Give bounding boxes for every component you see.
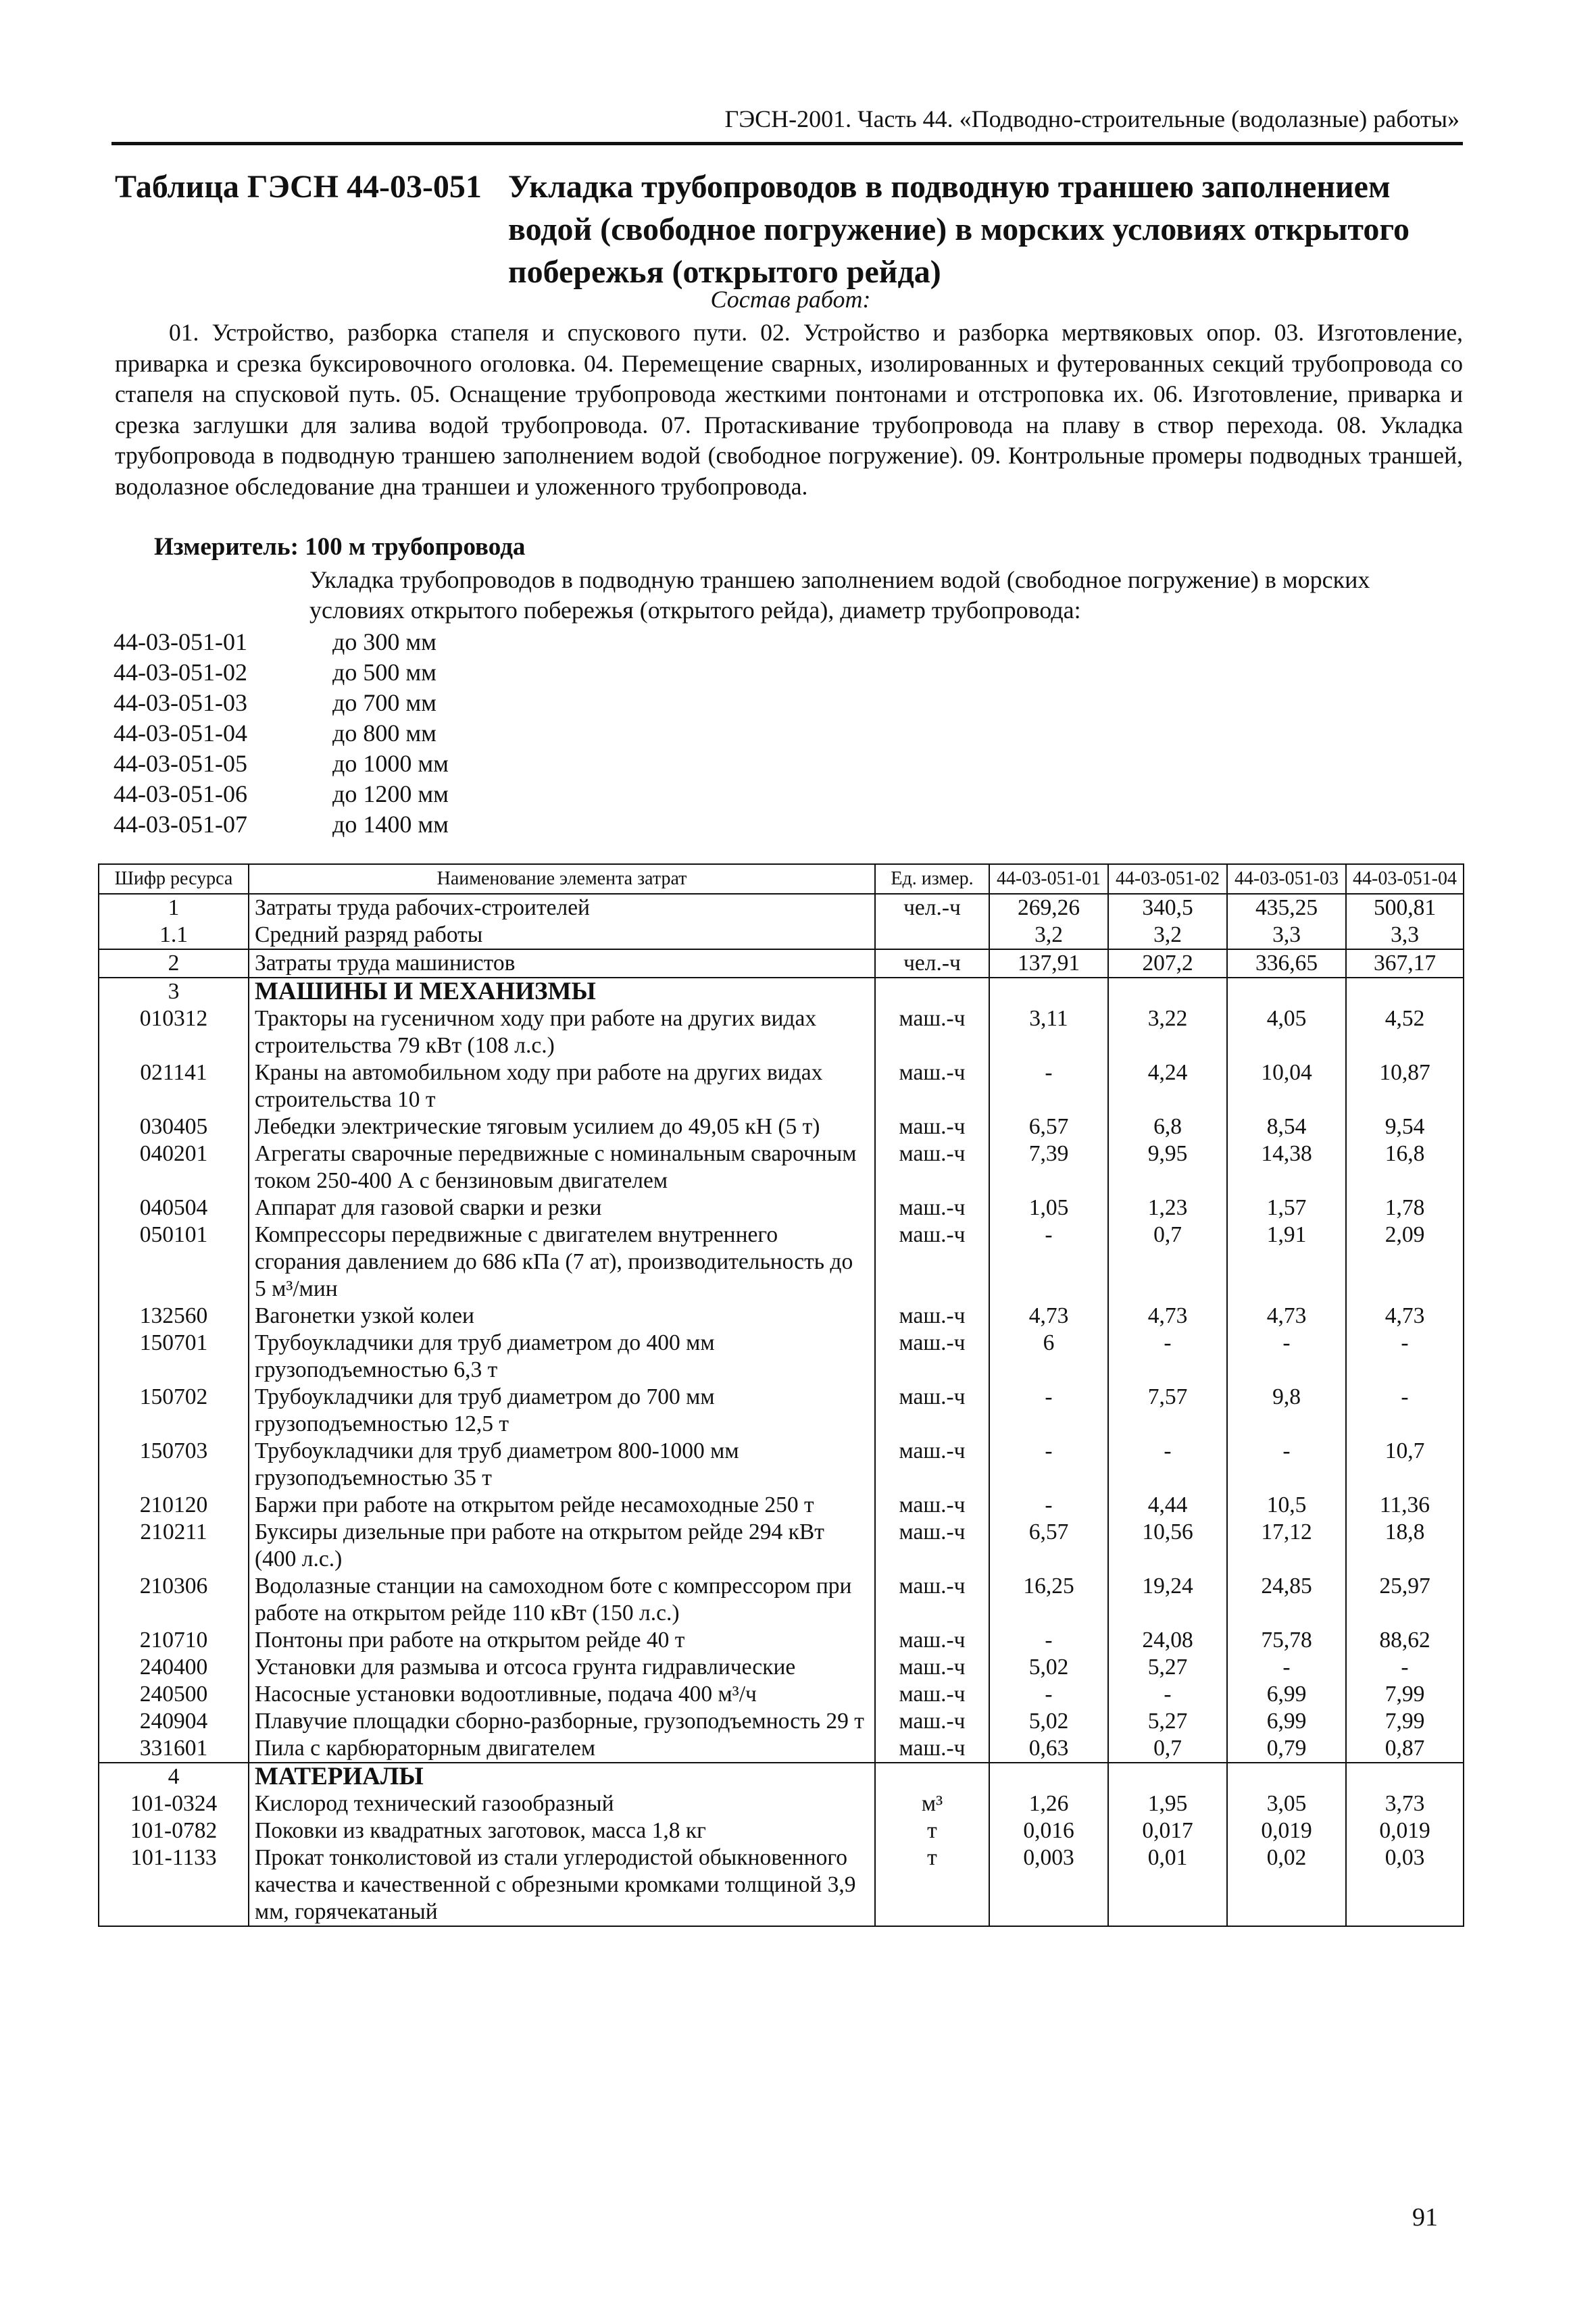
cell-name: Поковки из квадратных заготовок, масса 1,8 кг: [249, 1817, 875, 1844]
cell-code: 150701: [99, 1330, 249, 1384]
cell-unit: маш.-ч: [875, 1654, 989, 1681]
cell-v2: 7,57: [1108, 1384, 1227, 1438]
cell-name: Буксиры дизельные при работе на открытом рейде 294 кВт (400 л.с.): [249, 1519, 875, 1573]
cell-v1: 16,25: [989, 1573, 1108, 1627]
cell-code: 101-0324: [99, 1790, 249, 1817]
cell-v4: 3,3: [1346, 922, 1464, 949]
cell-unit: маш.-ч: [875, 1113, 989, 1140]
cell-code: 210710: [99, 1627, 249, 1654]
variant-diameter: до 700 мм: [332, 689, 437, 716]
variant-diameter: до 800 мм: [332, 720, 437, 747]
variant-item: [114, 688, 449, 718]
variant-item: [114, 627, 449, 657]
cell-v4: 18,8: [1346, 1519, 1464, 1573]
cell-v3: -: [1227, 1654, 1346, 1681]
cell-v2: 6,8: [1108, 1113, 1227, 1140]
cell-v4: 2,09: [1346, 1222, 1464, 1303]
cell-v3: -: [1227, 1438, 1346, 1492]
cell-v4: 3,73: [1346, 1790, 1464, 1817]
cell-v2: 5,27: [1108, 1708, 1227, 1735]
table-row: [99, 1140, 1464, 1194]
cell-v1: 0,63: [989, 1735, 1108, 1763]
cell-name: Прокат тонколистовой из стали углеродистой обыкновенного качества и качественной с обрезными кромками толщиной 3,9 мм, горячекатаный: [249, 1844, 875, 1926]
table-row: [99, 1763, 1464, 1790]
cell-v4: 10,7: [1346, 1438, 1464, 1492]
cell-v1: -: [989, 1059, 1108, 1113]
cell-v2: 0,7: [1108, 1222, 1227, 1303]
cell-unit: маш.-ч: [875, 1222, 989, 1303]
table-row: [99, 949, 1464, 978]
cell-v2: 24,08: [1108, 1627, 1227, 1654]
cell-code: 101-0782: [99, 1817, 249, 1844]
table-row: [99, 1059, 1464, 1113]
header-name: Наименование элемента затрат: [249, 864, 875, 894]
cell-v2: 0,01: [1108, 1844, 1227, 1926]
cell-code: 050101: [99, 1222, 249, 1303]
variant-item: [114, 657, 449, 688]
cell-code: 040201: [99, 1140, 249, 1194]
table-row: [99, 1005, 1464, 1059]
cell-v3: 435,25: [1227, 894, 1346, 922]
cell-v2: -: [1108, 1330, 1227, 1384]
running-header: ГЭСН-2001. Часть 44. «Подводно-строительные (водолазные) работы»: [724, 105, 1460, 132]
page-number: 91: [1412, 2203, 1438, 2232]
cell-v2: 3,22: [1108, 1005, 1227, 1059]
table-header-row: [99, 864, 1464, 894]
table-row: [99, 1844, 1464, 1926]
cell-v1: -: [989, 1681, 1108, 1708]
cell-v1: 1,05: [989, 1194, 1108, 1222]
cell-unit: чел.-ч: [875, 894, 989, 922]
cell-code: 210306: [99, 1573, 249, 1627]
cell-v2: 4,24: [1108, 1059, 1227, 1113]
cell-unit: маш.-ч: [875, 1384, 989, 1438]
cell-name: Краны на автомобильном ходу при работе на других видах строительства 10 т: [249, 1059, 875, 1113]
table-row: [99, 1492, 1464, 1519]
cell-v3: [1227, 978, 1346, 1005]
cell-v4: -: [1346, 1330, 1464, 1384]
cell-v3: 336,65: [1227, 949, 1346, 978]
table-row: [99, 978, 1464, 1005]
table-row: [99, 1519, 1464, 1573]
cell-code: 240904: [99, 1708, 249, 1735]
cell-unit: маш.-ч: [875, 1573, 989, 1627]
cell-v1: [989, 978, 1108, 1005]
cell-v2: 207,2: [1108, 949, 1227, 978]
cell-name: Агрегаты сварочные передвижные с номинальным сварочным током 250-400 А с бензиновым двигателем: [249, 1140, 875, 1194]
cell-unit: чел.-ч: [875, 949, 989, 978]
cell-v3: 4,05: [1227, 1005, 1346, 1059]
cell-unit: маш.-ч: [875, 1708, 989, 1735]
cell-v4: 367,17: [1346, 949, 1464, 978]
cell-v1: 1,26: [989, 1790, 1108, 1817]
cell-name: Пила с карбюраторным двигателем: [249, 1735, 875, 1763]
header-variant-3: 44-03-051-03: [1227, 864, 1346, 894]
cell-v4: 16,8: [1346, 1140, 1464, 1194]
cell-unit: маш.-ч: [875, 1194, 989, 1222]
cell-name: Трубоукладчики для труб диаметром до 400 мм грузоподъемностью 6,3 т: [249, 1330, 875, 1384]
cell-v1: 0,003: [989, 1844, 1108, 1926]
cell-v3: 10,5: [1227, 1492, 1346, 1519]
variant-item: [114, 718, 449, 749]
header-unit: Ед. измер.: [875, 864, 989, 894]
table-row: [99, 1681, 1464, 1708]
cell-unit: маш.-ч: [875, 1330, 989, 1384]
cell-unit: маш.-ч: [875, 1140, 989, 1194]
cell-code: 150702: [99, 1384, 249, 1438]
cell-unit: м³: [875, 1790, 989, 1817]
cell-v4: [1346, 978, 1464, 1005]
cell-v3: 10,04: [1227, 1059, 1346, 1113]
cell-v2: 19,24: [1108, 1573, 1227, 1627]
cell-v4: 0,87: [1346, 1735, 1464, 1763]
cell-v2: 9,95: [1108, 1140, 1227, 1194]
cell-v4: 9,54: [1346, 1113, 1464, 1140]
cell-code: 331601: [99, 1735, 249, 1763]
cell-name: Установки для размыва и отсоса грунта гидравлические: [249, 1654, 875, 1681]
cell-name: Насосные установки водоотливные, подача 400 м³/ч: [249, 1681, 875, 1708]
cell-v1: 0,016: [989, 1817, 1108, 1844]
table-row: [99, 1817, 1464, 1844]
cell-v4: 7,99: [1346, 1681, 1464, 1708]
cell-v1: 3,2: [989, 922, 1108, 949]
cell-v2: 1,23: [1108, 1194, 1227, 1222]
cell-unit: маш.-ч: [875, 1492, 989, 1519]
cell-unit: маш.-ч: [875, 1735, 989, 1763]
cell-v3: 0,019: [1227, 1817, 1346, 1844]
header-rule: [111, 142, 1463, 145]
cell-code: 021141: [99, 1059, 249, 1113]
cell-v1: -: [989, 1222, 1108, 1303]
cell-v2: -: [1108, 1438, 1227, 1492]
cell-v3: 6,99: [1227, 1708, 1346, 1735]
cell-v4: 4,73: [1346, 1303, 1464, 1330]
table-body: [99, 894, 1464, 1926]
cell-v4: 25,97: [1346, 1573, 1464, 1627]
composition-text: 01. Устройство, разборка стапеля и спускового пути. 02. Устройство и разборка мертвяковых опор. 03. Изготовление, приварка и срезка буксировочного оголовка. 04. Перемещение сварных, изолированных и футерованных секций трубопровода со стапеля на спусковой путь. 05. Оснащение трубопровода жесткими понтонами и отстроповка их. 06. Изготовление, приварка и срезка заглушки для залива водой трубопровода. 07. Протаскивание трубопровода на плаву в створ перехода. 08. Укладка трубопровода в подводную траншею заполнением водой (свободное погружение). 09. Контрольные промеры подводных траншей, водолазное обследование дна траншеи и уложенного трубопровода.: [115, 319, 1463, 500]
cell-unit: т: [875, 1844, 989, 1926]
cell-name: Плавучие площадки сборно-разборные, грузоподъемность 29 т: [249, 1708, 875, 1735]
cell-code: 010312: [99, 1005, 249, 1059]
cell-v3: 0,02: [1227, 1844, 1346, 1926]
cell-v3: 9,8: [1227, 1384, 1346, 1438]
cell-code: 101-1133: [99, 1844, 249, 1926]
variant-diameter: до 500 мм: [332, 659, 437, 686]
variant-item: [114, 809, 449, 840]
variant-item: [114, 779, 449, 809]
table-row: [99, 1654, 1464, 1681]
cell-code: 030405: [99, 1113, 249, 1140]
cell-v2: 0,7: [1108, 1735, 1227, 1763]
table-row: [99, 1303, 1464, 1330]
variant-diameter: до 1000 мм: [332, 750, 449, 777]
cell-v4: 11,36: [1346, 1492, 1464, 1519]
cell-name: Вагонетки узкой колеи: [249, 1303, 875, 1330]
variant-code: 44-03-051-01: [114, 628, 247, 655]
cell-v1: -: [989, 1438, 1108, 1492]
cell-unit: [875, 1763, 989, 1790]
cell-v1: 269,26: [989, 894, 1108, 922]
cell-v3: 1,91: [1227, 1222, 1346, 1303]
cell-name: Лебедки электрические тяговым усилием до 49,05 кН (5 т): [249, 1113, 875, 1140]
cell-unit: маш.-ч: [875, 1681, 989, 1708]
cell-code: 240400: [99, 1654, 249, 1681]
table-row: [99, 1438, 1464, 1492]
cell-name: Тракторы на гусеничном ходу при работе на других видах строительства 79 кВт (108 л.с.): [249, 1005, 875, 1059]
table-row: [99, 1330, 1464, 1384]
table-row: [99, 922, 1464, 949]
cell-name: МАТЕРИАЛЫ: [249, 1763, 875, 1790]
variant-code: 44-03-051-02: [114, 659, 247, 686]
cell-v3: 17,12: [1227, 1519, 1346, 1573]
cell-code: 210120: [99, 1492, 249, 1519]
cell-v2: [1108, 978, 1227, 1005]
variant-code: 44-03-051-07: [114, 811, 247, 838]
cell-v3: 3,3: [1227, 922, 1346, 949]
cell-v2: 10,56: [1108, 1519, 1227, 1573]
composition-label: Состав работ:: [710, 286, 871, 313]
cell-v2: [1108, 1763, 1227, 1790]
variants-description: Укладка трубопроводов в подводную траншею заполнением водой (свободное погружение) в морских условиях открытого побережья (открытого рейда), диаметр трубопровода:: [309, 566, 1370, 624]
table-row: [99, 1708, 1464, 1735]
cell-v3: 3,05: [1227, 1790, 1346, 1817]
variant-item: [114, 749, 449, 779]
cell-v2: 0,017: [1108, 1817, 1227, 1844]
cell-name: Кислород технический газообразный: [249, 1790, 875, 1817]
cell-v2: 4,44: [1108, 1492, 1227, 1519]
cell-v4: 4,52: [1346, 1005, 1464, 1059]
cell-v2: 340,5: [1108, 894, 1227, 922]
table-row: [99, 1627, 1464, 1654]
cell-code: 1: [99, 894, 249, 922]
cell-code: 2: [99, 949, 249, 978]
cell-v4: 1,78: [1346, 1194, 1464, 1222]
cell-v1: -: [989, 1492, 1108, 1519]
cell-v3: 0,79: [1227, 1735, 1346, 1763]
cell-unit: [875, 978, 989, 1005]
cell-code: 150703: [99, 1438, 249, 1492]
cell-v4: 88,62: [1346, 1627, 1464, 1654]
cell-v1: 3,11: [989, 1005, 1108, 1059]
cell-v2: 3,2: [1108, 922, 1227, 949]
variant-diameter: до 300 мм: [332, 628, 437, 655]
table-row: [99, 1222, 1464, 1303]
cell-unit: маш.-ч: [875, 1005, 989, 1059]
cell-code: 1.1: [99, 922, 249, 949]
cell-v1: 4,73: [989, 1303, 1108, 1330]
cell-code: 040504: [99, 1194, 249, 1222]
table-row: [99, 1790, 1464, 1817]
variant-code: 44-03-051-05: [114, 750, 247, 777]
cell-unit: маш.-ч: [875, 1303, 989, 1330]
cell-v3: 8,54: [1227, 1113, 1346, 1140]
table-title-text: Укладка трубопроводов в подводную траншею заполнением водой (свободное погружение) в морских условиях открытого побережья (открытого рейда): [508, 169, 1410, 290]
cell-unit: т: [875, 1817, 989, 1844]
cell-v4: 500,81: [1346, 894, 1464, 922]
cell-v4: 7,99: [1346, 1708, 1464, 1735]
meter-line: Измеритель: 100 м трубопровода: [154, 533, 526, 561]
cell-v3: [1227, 1763, 1346, 1790]
table-row: [99, 1194, 1464, 1222]
cell-name: Водолазные станции на самоходном боте с компрессором при работе на открытом рейде 110 кВт (150 л.с.): [249, 1573, 875, 1627]
header-variant-1: 44-03-051-01: [989, 864, 1108, 894]
cell-v2: 1,95: [1108, 1790, 1227, 1817]
cell-name: Средний разряд работы: [249, 922, 875, 949]
cell-name: Компрессоры передвижные с двигателем внутреннего сгорания давлением до 686 кПа (7 ат), производительность до 5 м³/мин: [249, 1222, 875, 1303]
cell-v3: 1,57: [1227, 1194, 1346, 1222]
variant-code: 44-03-051-04: [114, 720, 247, 747]
cell-name: Трубоукладчики для труб диаметром 800-1000 мм грузоподъемностью 35 т: [249, 1438, 875, 1492]
cell-v3: 14,38: [1227, 1140, 1346, 1194]
cell-v1: 5,02: [989, 1654, 1108, 1681]
cell-v2: 5,27: [1108, 1654, 1227, 1681]
cell-v1: 7,39: [989, 1140, 1108, 1194]
cell-v4: -: [1346, 1384, 1464, 1438]
cell-v2: 4,73: [1108, 1303, 1227, 1330]
cell-name: Баржи при работе на открытом рейде несамоходные 250 т: [249, 1492, 875, 1519]
cell-code: 3: [99, 978, 249, 1005]
cell-v3: -: [1227, 1330, 1346, 1384]
cell-v1: 6,57: [989, 1519, 1108, 1573]
header-code: Шифр ресурса: [99, 864, 249, 894]
table-row: [99, 1735, 1464, 1763]
cell-code: 210211: [99, 1519, 249, 1573]
variant-diameter: до 1400 мм: [332, 811, 449, 838]
cell-v1: [989, 1763, 1108, 1790]
cell-unit: маш.-ч: [875, 1519, 989, 1573]
cell-v4: 0,03: [1346, 1844, 1464, 1926]
cell-v3: 4,73: [1227, 1303, 1346, 1330]
cell-v1: -: [989, 1627, 1108, 1654]
variant-diameter: до 1200 мм: [332, 780, 449, 807]
cell-v1: 6,57: [989, 1113, 1108, 1140]
cell-unit: маш.-ч: [875, 1059, 989, 1113]
cell-unit: [875, 922, 989, 949]
cell-v4: -: [1346, 1654, 1464, 1681]
cell-v4: [1346, 1763, 1464, 1790]
cell-name: Аппарат для газовой сварки и резки: [249, 1194, 875, 1222]
variant-code-list: [114, 627, 449, 840]
cell-v3: 75,78: [1227, 1627, 1346, 1654]
cell-name: Затраты труда машинистов: [249, 949, 875, 978]
cell-v3: 6,99: [1227, 1681, 1346, 1708]
table-title-prefix: Таблица ГЭСН 44-03-051: [115, 169, 482, 205]
cell-v1: 5,02: [989, 1708, 1108, 1735]
cell-v2: -: [1108, 1681, 1227, 1708]
variant-code: 44-03-051-03: [114, 689, 247, 716]
resource-table: [98, 863, 1464, 1927]
variant-code: 44-03-051-06: [114, 780, 247, 807]
cell-v3: 24,85: [1227, 1573, 1346, 1627]
cell-v1: 137,91: [989, 949, 1108, 978]
cell-unit: маш.-ч: [875, 1438, 989, 1492]
cell-name: МАШИНЫ И МЕХАНИЗМЫ: [249, 978, 875, 1005]
table-row: [99, 1573, 1464, 1627]
cell-name: Понтоны при работе на открытом рейде 40 т: [249, 1627, 875, 1654]
cell-v4: 0,019: [1346, 1817, 1464, 1844]
cell-v1: -: [989, 1384, 1108, 1438]
cell-code: 4: [99, 1763, 249, 1790]
header-variant-4: 44-03-051-04: [1346, 864, 1464, 894]
table-row: [99, 1113, 1464, 1140]
table-row: [99, 894, 1464, 922]
cell-unit: маш.-ч: [875, 1627, 989, 1654]
cell-name: Затраты труда рабочих-строителей: [249, 894, 875, 922]
cell-name: Трубоукладчики для труб диаметром до 700 мм грузоподъемностью 12,5 т: [249, 1384, 875, 1438]
table-row: [99, 1384, 1464, 1438]
header-variant-2: 44-03-051-02: [1108, 864, 1227, 894]
cell-v4: 10,87: [1346, 1059, 1464, 1113]
cell-code: 240500: [99, 1681, 249, 1708]
cell-v1: 6: [989, 1330, 1108, 1384]
cell-code: 132560: [99, 1303, 249, 1330]
